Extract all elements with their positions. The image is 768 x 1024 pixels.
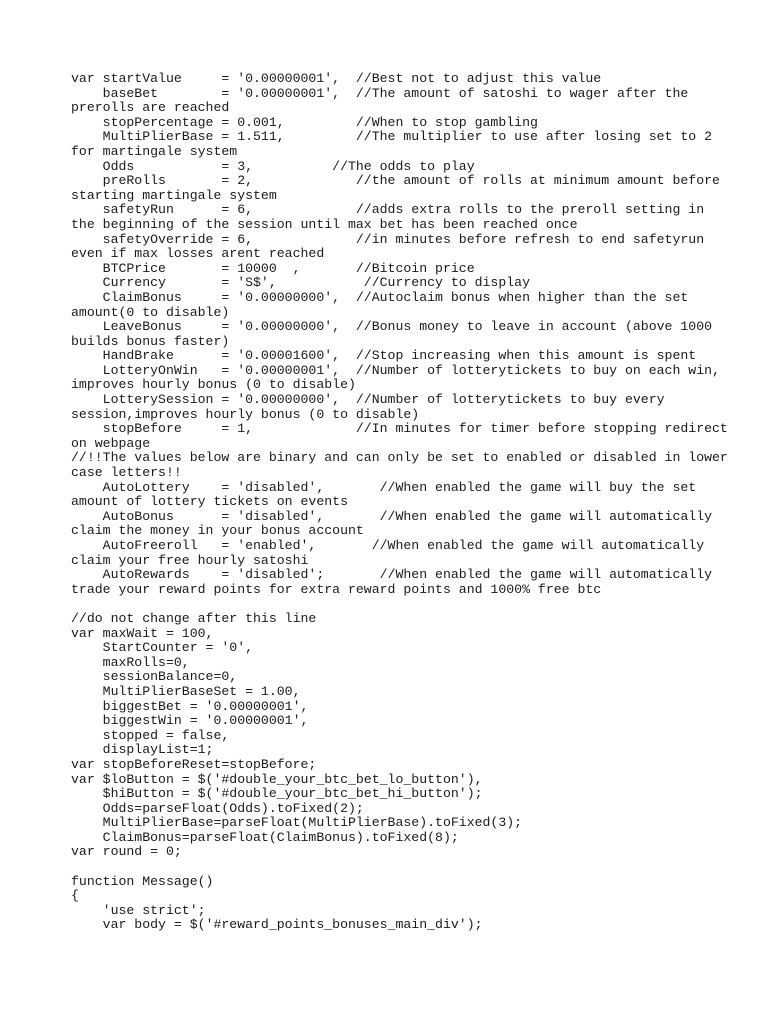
code-line: for martingale system	[71, 143, 238, 159]
code-line: baseBet = '0.00000001', //The amount of satoshi to wager after the	[71, 85, 689, 101]
code-line: prerolls are reached	[71, 100, 230, 116]
code-line: displayList=1;	[71, 742, 214, 758]
code-line: Odds = 3, //The odds to play	[71, 158, 475, 174]
code-line: amount(0 to disable)	[71, 304, 230, 320]
code-line: safetyOverride = 6, //in minutes before refresh to end safetyrun	[71, 231, 705, 247]
code-line: var startValue = '0.00000001', //Best not to adjust this value	[71, 72, 602, 86]
code-line: AutoLottery = 'disabled', //When enabled the game will buy the set	[71, 479, 697, 495]
code-line: builds bonus faster)	[71, 333, 230, 349]
code-line: session,improves hourly bonus (0 to disable)	[71, 406, 420, 422]
code-line: var maxWait = 100,	[71, 625, 214, 641]
code-listing	[71, 72, 761, 933]
code-line	[71, 597, 761, 612]
code-line: //do not change after this line	[71, 610, 317, 626]
code-line: on webpage	[71, 435, 151, 451]
code-line: var round = 0;	[71, 844, 182, 860]
code-line: LeaveBonus = '0.00000000', //Bonus money to leave in account (above 1000	[71, 319, 713, 335]
code-line: stopPercentage = 0.001, //When to stop gambling	[71, 114, 538, 130]
code-line: Currency = 'S$', //Currency to display	[71, 275, 530, 291]
code-line: function Message()	[71, 873, 214, 889]
code-line: $hiButton = $('#double_your_btc_bet_hi_button');	[71, 786, 483, 802]
code-line: preRolls = 2, //the amount of rolls at minimum amount before	[71, 173, 720, 189]
code-line: ClaimBonus = '0.00000000', //Autoclaim bonus when higher than the set	[71, 289, 689, 305]
code-line: case letters!!	[71, 465, 182, 481]
code-line: MultiPlierBase = 1.511, //The multiplier to use after losing set to 2	[71, 129, 713, 145]
code-line: MultiPlierBaseSet = 1.00,	[71, 683, 301, 699]
code-line: ClaimBonus=parseFloat(ClaimBonus).toFixed(8);	[71, 829, 459, 845]
code-line: Odds=parseFloat(Odds).toFixed(2);	[71, 800, 364, 816]
code-line: amount of lottery tickets on events	[71, 494, 348, 510]
code-line: AutoFreeroll = 'enabled', //When enabled the game will automatically	[71, 538, 705, 553]
code-line: AutoRewards = 'disabled'; //When enabled the game will automatically	[71, 567, 713, 583]
code-line: StartCounter = '0',	[71, 640, 254, 656]
code-line: var $loButton = $('#double_your_btc_bet_lo_button'),	[71, 771, 483, 787]
code-line: maxRolls=0,	[71, 654, 190, 670]
code-line: stopBefore = 1, //In minutes for timer before stopping redirect	[71, 421, 728, 437]
code-line: even if max losses arent reached	[71, 246, 325, 262]
code-line: biggestWin = '0.00000001',	[71, 713, 309, 729]
code-line: trade your reward points for extra reward points and 1000% free btc	[71, 581, 602, 597]
code-line	[71, 860, 761, 875]
code-line: BTCPrice = 10000 , //Bitcoin price	[71, 260, 475, 276]
code-line: starting martingale system	[71, 187, 277, 203]
code-line: claim the money in your bonus account	[71, 523, 364, 539]
code-line: the beginning of the session until max bet has been reached once	[71, 216, 578, 232]
code-line: LotterySession = '0.00000000', //Number of lotterytickets to buy every	[71, 392, 665, 408]
code-line: {	[71, 888, 79, 904]
code-line: claim your free hourly satoshi	[71, 552, 309, 568]
code-line: LotteryOnWin = '0.00000001', //Number of lotterytickets to buy on each win,	[71, 362, 720, 378]
code-line: sessionBalance=0,	[71, 669, 238, 685]
code-line: 'use strict';	[71, 902, 206, 918]
code-line: //!!The values below are binary and can only be set to enabled or disabled in lower	[71, 450, 728, 466]
code-line: improves hourly bonus (0 to disable)	[71, 377, 356, 393]
code-line: var stopBeforeReset=stopBefore;	[71, 756, 317, 772]
code-line: HandBrake = '0.00001600', //Stop increasing when this amount is spent	[71, 348, 697, 364]
code-line: MultiPlierBase=parseFloat(MultiPlierBase).toFixed(3);	[71, 815, 523, 831]
code-line: var body = $('#reward_points_bonuses_main_div');	[71, 917, 483, 933]
code-line: safetyRun = 6, //adds extra rolls to the preroll setting in	[71, 202, 705, 218]
code-line: AutoBonus = 'disabled', //When enabled the game will automatically	[71, 508, 713, 524]
code-line: stopped = false,	[71, 727, 230, 743]
code-line: biggestBet = '0.00000001',	[71, 698, 309, 714]
